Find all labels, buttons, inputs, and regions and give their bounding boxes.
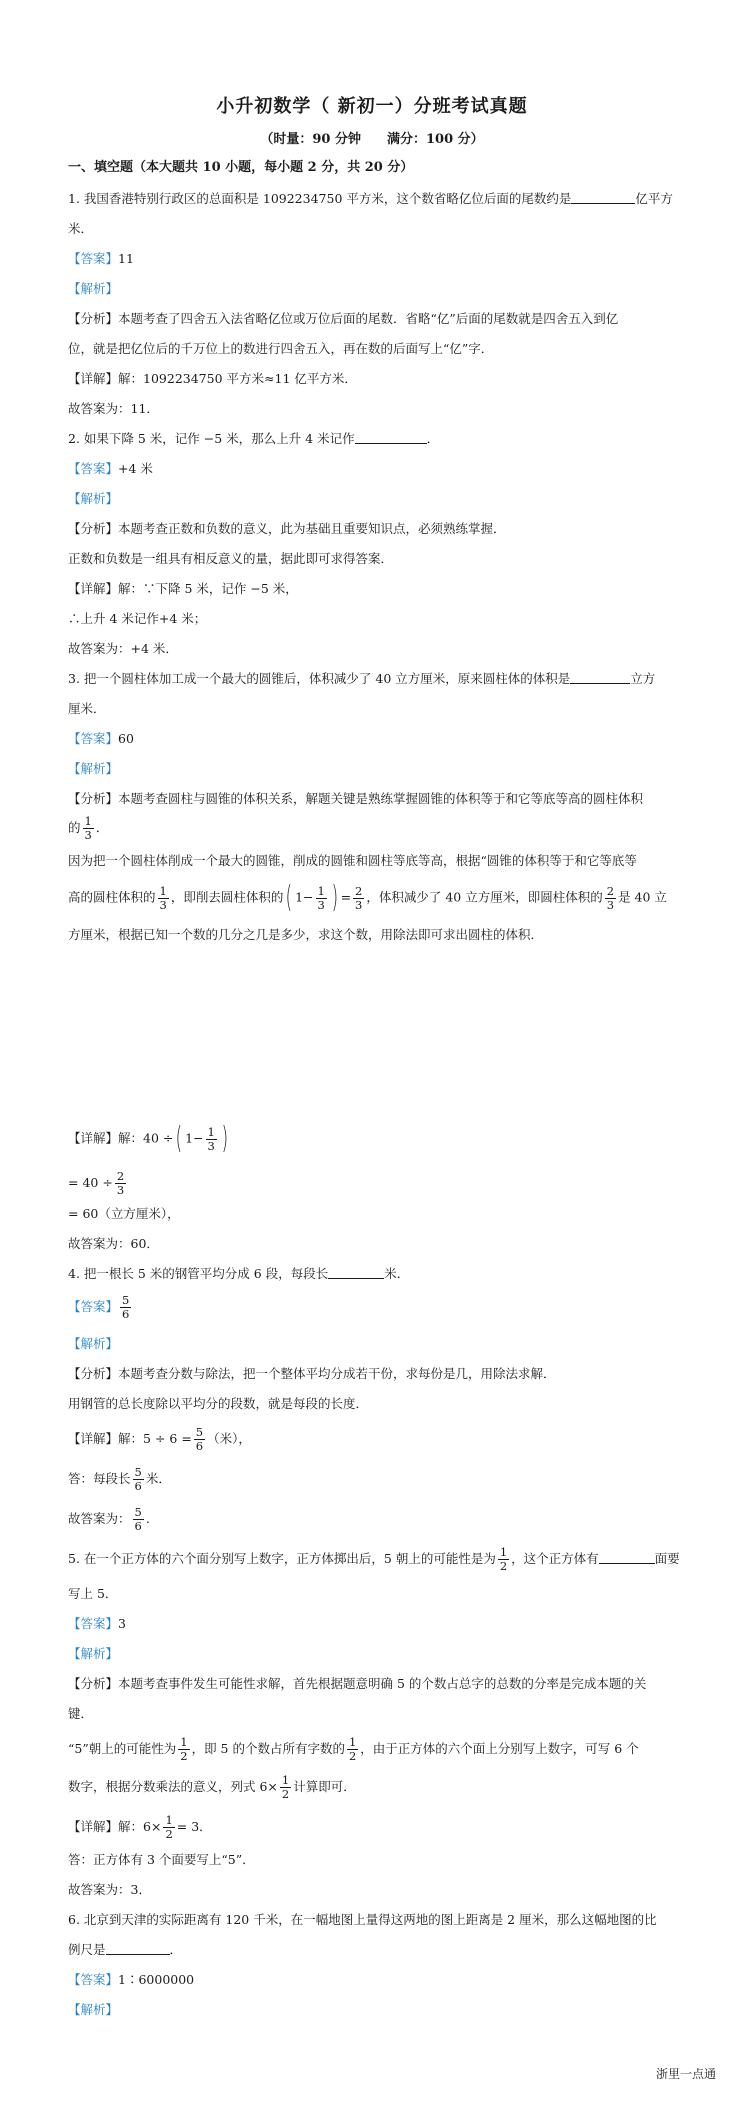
q1-answer: 【答案】11 [68, 251, 134, 266]
answer-blank [355, 431, 427, 444]
q2-fenxi: 【分析】本题考查正数和负数的意义，此为基础且重要知识点，必须熟练掌握． [68, 521, 506, 536]
q4-detail: 【详解】解：5 ÷ 6 = $\frac{5}{6}$ （米）， [68, 1425, 251, 1453]
q6-answer: 【答案】1∶6000000 [68, 1972, 195, 1987]
answer-blank [570, 671, 630, 684]
q2-stem: 2. 如果下降 5 米，记作 −5 米，那么上升 4 米记作 ． [68, 431, 440, 446]
fraction: $\frac{1}{3}$ [84, 814, 92, 842]
q3-stem-cont: 厘米． [68, 701, 106, 716]
q4-stem: 4. 把一根长 5 米的钢管平均分成 6 段，每段长 米． [68, 1266, 410, 1281]
page-title: 小升初数学（ 新初一）分班考试真题 [216, 96, 528, 117]
q3-detail-step: = 40 ÷ $\frac{2}{3}$ [68, 1169, 125, 1197]
fraction: $\frac{1}{3}$ [207, 1124, 215, 1153]
q1-stem: 1. 我国香港特别行政区的总面积是 1092234750 平方米，这个数省略亿位后面的尾数约是 亿平方 [68, 191, 673, 206]
q3-detail-result: = 60（立方厘米）， [68, 1206, 180, 1221]
q4-answer: 【答案】 $\frac{5}{6}$ [68, 1293, 130, 1321]
q1-fenxi-cont: 位，就是把亿位后的千万位上的数进行四舍五入，再在数的后面写上“亿”字． [68, 341, 494, 356]
answer-blank [599, 1551, 655, 1564]
fraction: $\frac{1}{2}$ [348, 1735, 357, 1763]
q5-answer-line: 答：正方体有 3 个面要写上“5”． [68, 1852, 255, 1867]
fraction: $\frac{1}{2}$ [499, 1545, 508, 1573]
fraction: $\frac{2}{3}$ [606, 883, 615, 912]
q3-final: 故答案为：60． [68, 1236, 159, 1251]
q4-fenxi: 【分析】本题考查分数与除法，把一个整体平均分成若干份，求每份是几，用除法求解． [68, 1366, 556, 1381]
q4-final: 故答案为： $\frac{5}{6}$ . [68, 1505, 150, 1533]
q2-answer: 【答案】+4 米 [68, 461, 153, 476]
q5-answer: 【答案】3 [68, 1616, 126, 1631]
fraction: $\frac{5}{6}$ [195, 1425, 204, 1453]
exam-info: （时量：90 分钟 满分：100 分） [260, 132, 484, 147]
q5-stem: 5. 在一个正方体的六个面分别写上数字，正方体掷出后，5 朝上的可能性是为 $\frac{1}{2}$ ，这个正方体有 面要 [68, 1545, 680, 1573]
q6-stem-cont: 例尺是 ． [68, 1942, 183, 1957]
q1-detail: 【详解】解：1092234750 平方米≈11 亿平方米． [68, 371, 357, 386]
q5-fenxi-d: 数字，根据分数乘法的意义，列式 6× $\frac{1}{2}$ 计算即可． [68, 1773, 356, 1801]
q2-detail: 【详解】解：∵下降 5 米，记作 −5 米， [68, 581, 298, 596]
q4-analysis-tag: 【解析】 [68, 1336, 119, 1351]
fraction: $\frac{1}{2}$ [281, 1773, 290, 1801]
q3-fenxi-cont: 的 $\frac{1}{3}$ ． [68, 814, 109, 842]
fraction: $\frac{1}{3}$ [159, 883, 167, 912]
q2-analysis-tag: 【解析】 [68, 491, 119, 506]
q5-fenxi-c: “5”朝上的可能性为 $\frac{1}{2}$ ，即 5 的个数占所有字数的 $\frac{1}{2}$ ，由于正方体的六个面上分别写上数字，可写 6 个 [68, 1735, 639, 1763]
q3-fenxi-d: 高的圆柱体积的 $\frac{1}{3}$ ，即削去圆柱体积的( 1− $\frac{1}{3}$ ) = $\frac{2}{3}$ ，体积减少了 40 立方厘米，即圆柱体积的 $\frac{2}{3}$ 是 40 立 [68, 880, 667, 915]
q3-detail: 【详解】解：40 ÷( 1− $\frac{1}{3}$ ) [68, 1121, 228, 1156]
q5-fenxi-cont: 键． [68, 1706, 94, 1721]
q1-stem-cont: 米． [68, 221, 94, 236]
q5-analysis-tag: 【解析】 [68, 1646, 119, 1661]
q3-fenxi-c: 因为把一个圆柱体削成一个最大的圆锥，削成的圆锥和圆柱等底等高，根据“圆锥的体积等于和它等底等 [68, 853, 637, 868]
q1-analysis-tag: 【解析】 [68, 281, 119, 296]
q5-detail: 【详解】解：6× $\frac{1}{2}$ = 3． [68, 1813, 212, 1841]
answer-blank [328, 1266, 384, 1279]
q1-fenxi: 【分析】本题考查了四舍五入法省略亿位或万位后面的尾数．省略“亿”后面的尾数就是四舍五入到亿 [68, 311, 619, 326]
fraction: $\frac{5}{6}$ [134, 1505, 142, 1533]
q2-final: 故答案为：+4 米． [68, 641, 178, 656]
fraction: $\frac{2}{3}$ [355, 883, 363, 912]
q3-analysis-tag: 【解析】 [68, 761, 119, 776]
q3-fenxi: 【分析】本题考查圆柱与圆锥的体积关系，解题关键是熟练掌握圆锥的体积等于和它等底等高的圆柱体积 [68, 791, 644, 806]
q3-fenxi-e: 方厘米，根据已知一个数的几分之几是多少，求这个数，用除法即可求出圆柱的体积． [68, 927, 544, 942]
q3-answer: 【答案】60 [68, 731, 134, 746]
fraction: $\frac{2}{3}$ [116, 1169, 125, 1197]
q4-answer-line: 答：每段长 $\frac{5}{6}$ 米． [68, 1465, 171, 1493]
fraction: $\frac{5}{6}$ [134, 1465, 142, 1493]
footer-watermark: 浙里一点通 [655, 2067, 716, 2081]
q2-detail-cont: ∴上升 4 米记作+4 米； [68, 611, 207, 626]
fraction: $\frac{5}{6}$ [122, 1293, 130, 1321]
fraction: $\frac{1}{3}$ [317, 883, 325, 912]
fraction: $\frac{1}{2}$ [165, 1813, 173, 1841]
answer-blank [571, 191, 635, 204]
q5-final: 故答案为：3． [68, 1882, 151, 1897]
q2-fenxi-cont: 正数和负数是一组具有相反意义的量，据此即可求得答案． [68, 551, 394, 566]
q1-final: 故答案为：11． [68, 401, 159, 416]
q6-stem: 6. 北京到天津的实际距离有 120 千米，在一幅地图上量得这两地的图上距离是 2 厘米，那么这幅地图的比 [68, 1912, 657, 1927]
fraction: $\frac{1}{2}$ [180, 1735, 188, 1763]
q5-stem-cont: 写上 5． [68, 1586, 118, 1601]
q5-fenxi: 【分析】本题考查事件发生可能性求解，首先根据题意明确 5 的个数占总字的总数的分率是完成本题的关 [68, 1676, 647, 1691]
q6-analysis-tag: 【解析】 [68, 2002, 119, 2017]
q3-stem: 3. 把一个圆柱体加工成一个最大的圆锥后，体积减少了 40 立方厘米，原来圆柱体的体积是 立方 [68, 671, 656, 686]
q4-fenxi-cont: 用钢管的总长度除以平均分的段数，就是每段的长度． [68, 1396, 369, 1411]
answer-blank [106, 1942, 170, 1955]
section-heading: 一、填空题（本大题共 10 小题，每小题 2 分，共 20 分） [68, 160, 414, 175]
